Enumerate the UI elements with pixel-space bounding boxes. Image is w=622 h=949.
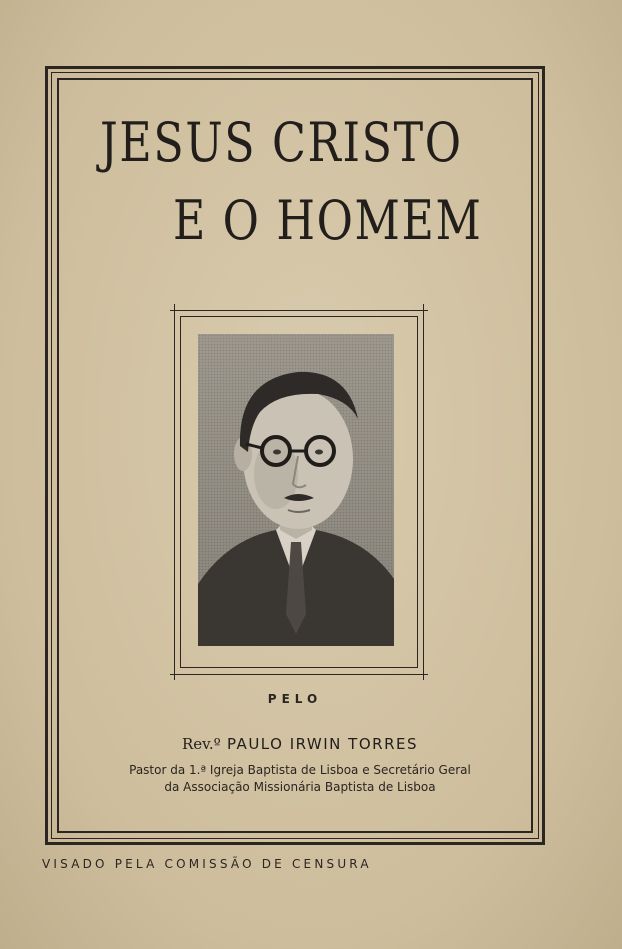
portrait-image (198, 334, 394, 646)
author-description-line-1: Pastor da 1.ª Igreja Baptista de Lisboa e Secretário Geral (129, 763, 471, 777)
author-prefix: Rev.º (182, 735, 221, 753)
author-line (0, 735, 600, 753)
frame-rule-right (423, 304, 424, 680)
frame-rule-bottom (170, 674, 428, 675)
author-name: PAULO IRWIN TORRES (226, 735, 418, 753)
byline: PELO (267, 692, 323, 706)
title-line-2: E O HOMEM (173, 189, 483, 252)
author-portrait (198, 334, 394, 646)
title-line-1: JESUS CRISTO (100, 111, 463, 174)
censorship-notice: VISADO PELA COMISSÃO DE CENSURA (42, 857, 372, 871)
author-description-line-2: da Associação Missionária Baptista de Lisboa (164, 780, 436, 794)
frame-rule-top (170, 310, 428, 311)
frame-rule-left (174, 304, 175, 680)
